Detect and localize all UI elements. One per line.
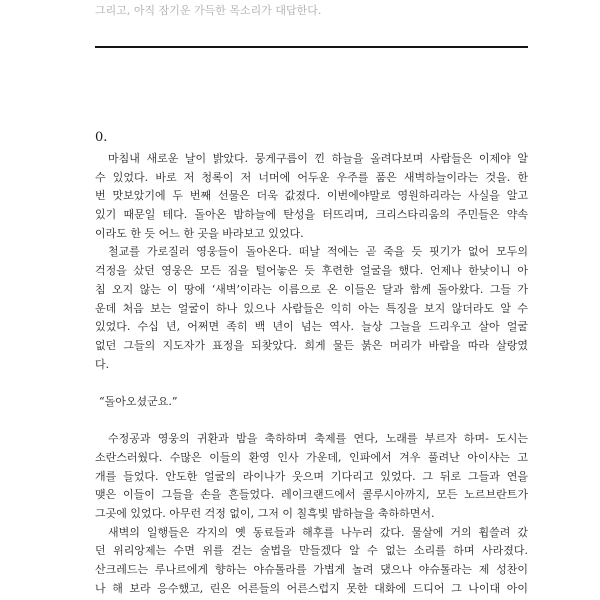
text-line: 침 오지 않는 이 땅에 ‘새벽’이라는 이름으로 온 이들은 달과 함께 돌아왔다. 그들 가 — [95, 282, 528, 296]
text-line: 마침내 새로운 날이 밝았다. 뭉게구름이 낀 하늘을 올려다보며 사람들은 이제야 알 — [108, 152, 528, 165]
text-line: 없던 그들의 지도자가 표정을 되찾았다. 희게 물든 붉은 머리가 바람을 따라 살랑였 — [95, 338, 528, 352]
text-line: 있었다. 수십 년, 어쩌면 족히 백 년이 넘는 역사. 늘상 그늘을 드리우고 살아 얼굴 — [95, 320, 528, 334]
text-line: 그곳에 있었다. 아무런 걱정 없이, 그저 이 칠흑빛 밤하늘을 축하하면서. — [95, 507, 435, 521]
text-line: 소란스러웠다. 수많은 이들의 환영 인사 가운데, 인파에서 겨우 풀려난 아이샤는 고 — [95, 451, 528, 464]
text-line: 맺은 이들이 그들을 손을 흔들었다. 레이크랜드에서 콜루시아까지, 모든 노르브란트가 — [95, 488, 528, 502]
text-line: 개를 들었다. 안도한 얼굴의 라이나가 웃으며 기다리고 있었다. 그 뒤로 그들과 연을 — [95, 469, 528, 483]
paragraph — [95, 150, 528, 243]
chapter-heading: 0. — [95, 130, 108, 145]
text-line: 산크레드는 루나르에게 향하는 야슈톨라를 가볍게 놀려 댔으나 야슈톨라는 제 성찬이 — [95, 563, 528, 577]
chapter-body — [95, 150, 528, 599]
text-line: 철교를 가로질러 영웅들이 돌아온다. 떠날 적에는 곧 죽을 듯 핏기가 없어 모두의 — [108, 245, 528, 259]
previous-page-tail-text: 그리고, 아직 잠기운 가득한 목소리가 대답한다. — [95, 4, 322, 17]
text-line: 수정공과 영웅의 귀환과 밤을 축하하며 축제를 연다, 노래를 부르자 하며- 도시는 — [108, 432, 528, 446]
text-line: 이라도 한 듯 어느 한 곳을 바라보고 있었다. — [95, 226, 304, 240]
text-line: 운데 처음 보는 얼굴이 하나 있으나 사람들은 익히 아는 특징을 보지 않더라도 알 수 — [95, 301, 528, 315]
dialogue-paragraph — [95, 393, 528, 412]
text-line: 걱정을 샀던 영웅은 모든 짐을 털어놓은 듯 후련한 얼굴을 했다. 언제나 한낮이니 아 — [95, 264, 528, 278]
text-line: 던 위리앙제는 수면 위를 걷는 술법을 만들겠다 알 수 없는 소리를 하며 사라졌다. — [95, 544, 528, 558]
text-line: 다. — [95, 357, 110, 371]
text-line: 번 맛보았기에 두 번째 선물은 더욱 값졌다. 이번에야말로 영원하리라는 사실을 알고 — [95, 189, 528, 203]
text-line: 수 있었다. 바로 저 청록이 저 너머에 어두운 우주를 품은 새벽하늘이라는 것을. 한 — [95, 170, 528, 184]
blank-line — [95, 412, 528, 431]
text-line: 있기 때문일 테다. 돌아온 밤하늘에 탄성을 터뜨리며, 크리스타리움의 주민들은 약속 — [95, 208, 528, 222]
paragraph — [95, 524, 528, 599]
text-line: 나 해 보라 응수했고, 린은 어른들의 어른스럽지 못한 대화에 드디어 그 나이대 아이 — [95, 581, 528, 595]
paragraph — [95, 243, 528, 374]
blank-line — [95, 374, 528, 393]
dialogue-line: “돌아오셨군요.” — [99, 394, 178, 408]
paragraph — [95, 430, 528, 523]
text-line: 새벽의 일행들은 각지의 옛 동료들과 해후를 나누러 갔다. 물살에 거의 휩쓸려 갔 — [108, 525, 528, 539]
section-divider — [95, 46, 528, 48]
